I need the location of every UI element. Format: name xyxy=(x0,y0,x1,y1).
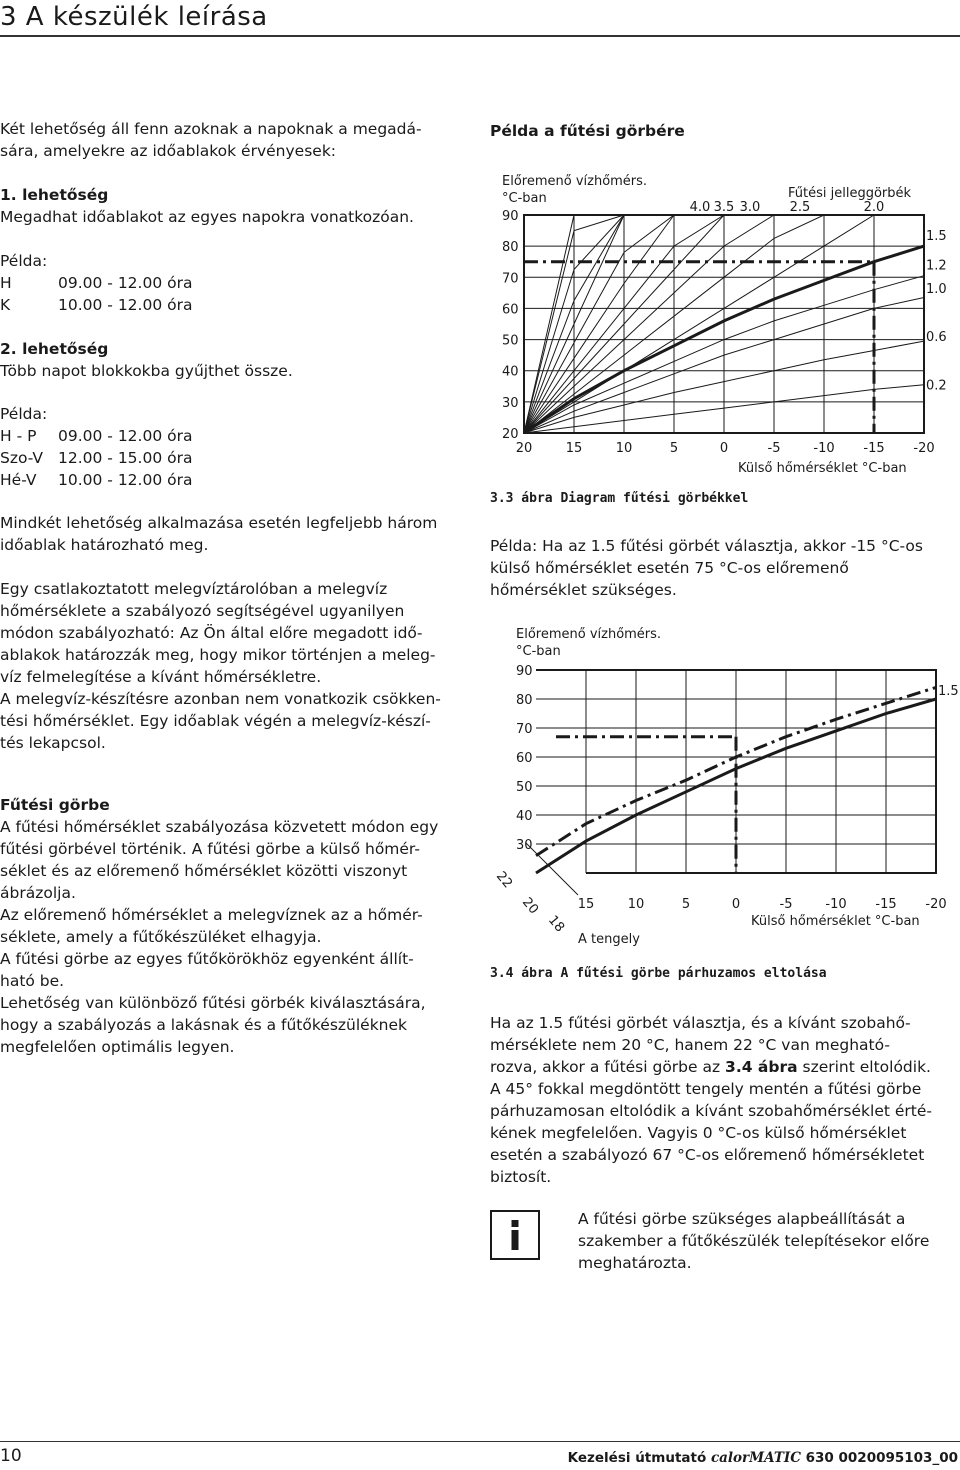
info-text: A fűtési görbe szükséges alapbeállítását a szakember a fűtőkészülék telepítésekor előre meghatározta. xyxy=(578,1210,930,1272)
chart1-xtick: -10 xyxy=(813,441,835,456)
shift-paragraph: Ha az 1.5 fűtési görbét választja, és a kívánt szobahő- mérséklete nem 20 °C, hanem 22 °C van megható- rozva, akkor a fűtési görbe az 3.4 ábra szerint eltolódik. A 45° fokkal megdöntött tengely mentén a fűtési görbe párhuzamosan eltolódik a kívánt szobahőmérséklet érté- kének megfelelően. Vagyis 0 °C-os külső hőmérséklet esetén a szabályozó 67 °C-os előremenő hőmérsékletet biztosít. xyxy=(490,1012,960,1188)
chart2-axis-label: A tengely xyxy=(578,932,640,947)
hot-water-paragraph: Egy csatlakoztatott melegvíztárolóban a melegvíz hőmérséklete a szabályozó segítségével ugyanilyen módon szabályozható: Az Ön által előre megadott idő- ablakok határozzák meg, hogy mikor történjen a meleg- víz felmelegítése a kívánt hőmérsékletre. A melegvíz-készítésre azonban nem vonatkozik csökken- tési hőmérséklet. Egy időablak végén a melegvíz-készí- tés lekapcsol. xyxy=(0,580,441,752)
chart1-xlabel: Külső hőmérséklet °C-ban xyxy=(738,461,907,476)
chart2-ytick: 60 xyxy=(516,751,533,766)
chart1-series-extra xyxy=(524,215,674,433)
chart1-xtick: 20 xyxy=(515,441,533,456)
heating-curves-chart xyxy=(488,155,960,485)
chart1-top-label-2-0: 2.0 xyxy=(863,200,885,215)
chart2-xtick: -10 xyxy=(825,897,847,912)
chart1-xtick: 5 xyxy=(669,441,679,456)
schedule-row: H - P 09.00 - 12.00 óra xyxy=(0,427,193,445)
schedule-row: K 10.00 - 12.00 óra xyxy=(0,296,193,314)
option2-text: Több napot blokkokba gyűjthet össze. xyxy=(0,362,293,380)
chart2-xtick: 10 xyxy=(627,897,645,912)
chart1-top-label-3-0: 3.0 xyxy=(739,200,761,215)
chart1-ylabel-line2: °C-ban xyxy=(502,191,547,206)
example-text: Példa: Ha az 1.5 fűtési görbét választja, akkor -15 °C-os külső hőmérséklet esetén 75 °C-os előremenő hőmérséklet szükséges. xyxy=(490,537,923,599)
option1-schedule xyxy=(0,272,192,316)
chart1-xtick: 0 xyxy=(719,441,729,456)
option1-title: 1. lehetőség xyxy=(0,186,109,204)
chart2-grid xyxy=(526,670,936,895)
chart1-series-extra xyxy=(524,215,674,433)
chart1-ytick: 50 xyxy=(502,333,519,349)
intro-text: Két lehetőség áll fenn azoknak a napoknak a megadá- sára, amelyekre az időablakok érvényesek: xyxy=(0,120,422,160)
chart2-ytick: 90 xyxy=(516,664,533,679)
chart2-xtick: 0 xyxy=(731,897,741,912)
chart2-ytick: 70 xyxy=(516,722,533,737)
chart1-ytick: 90 xyxy=(502,209,519,224)
chart1-ytick: 70 xyxy=(502,271,519,287)
both-options-text: Mindkét lehetőség alkalmazása esetén legfeljebb három időablak határozható meg. xyxy=(0,514,438,554)
option1-text: Megadhat időablakot az egyes napokra vonatkozóan. xyxy=(0,208,414,226)
page-number: 10 xyxy=(0,1446,22,1466)
schedule-row: Hé-V 10.00 - 12.00 óra xyxy=(0,471,193,489)
chart1-xtick: 15 xyxy=(565,441,583,456)
document-title: Kezelési útmutató calorMATIC 630 0020095103_00 xyxy=(567,1450,958,1466)
chart1-top-label-3-5: 3.5 xyxy=(713,200,735,215)
chart1-xtick: -20 xyxy=(913,441,935,456)
heating-curve-heading: Fűtési görbe xyxy=(0,796,110,814)
option2-example-label: Példa: xyxy=(0,405,48,423)
chart2-axis-tick-22: 22 xyxy=(492,868,516,892)
chart1-ylabel-line1: Előremenő vízhőmérs. xyxy=(502,174,648,189)
option2-schedule xyxy=(0,425,192,491)
chart1-xtick: -15 xyxy=(863,441,885,456)
chart1-ytick: 40 xyxy=(502,364,519,380)
option1-example-label: Példa: xyxy=(0,252,48,270)
chart2-ylabel-line1: Előremenő vízhőmérs. xyxy=(516,627,662,642)
chart1-series-extra xyxy=(524,215,674,433)
curve-shift-chart xyxy=(488,620,960,960)
chart2-labels xyxy=(493,664,959,935)
chart2-curve-label: 1.5 xyxy=(938,684,959,699)
chart2-xtick: -15 xyxy=(875,897,897,912)
heating-curve-paragraph: A fűtési hőmérséklet szabályozása közvetett módon egy fűtési görbével történik. A fűtési görbe a külső hőmér- séklet és az előremenő hőmérséklet közötti viszonyt ábrázolja. Az előremenő hőmérséklet a melegvíznek az a hőmér- séklete, amely a fűtőkészüléket elhagyja. A fűtési görbe az egyes fűtőkörökhöz egyenként állít- ható be. Lehetőség van különböző fűtési görbék kiválasztására, hogy a szabályozás a lakásnak és a fűtőkészüléknek megfelelően optimális legyen. xyxy=(0,818,439,1056)
chart1-title: Fűtési jelleggörbék xyxy=(788,186,912,201)
example-title: Példa a fűtési görbére xyxy=(490,122,685,140)
chart1-right-label-1-0: 1.0 xyxy=(926,281,947,297)
chart2-ytick: 40 xyxy=(516,809,533,824)
chart1-ytick: 20 xyxy=(502,427,519,442)
chart2-ytick: 80 xyxy=(516,693,533,708)
schedule-row: Szo-V 12.00 - 15.00 óra xyxy=(0,449,193,467)
chart2-axis-tick-18: 18 xyxy=(544,912,568,936)
chart1-top-label-2-5: 2.5 xyxy=(789,200,811,215)
info-icon xyxy=(490,1210,540,1260)
chart1-right-label-0-2: 0.2 xyxy=(926,378,947,394)
figure2-caption: 3.4 ábra A fűtési görbe párhuzamos eltolása xyxy=(490,966,827,981)
chart1-ytick: 60 xyxy=(502,302,519,318)
footer-rule xyxy=(0,1441,960,1442)
figure1-caption: 3.3 ábra Diagram fűtési görbékkel xyxy=(490,491,749,506)
chart2-axis-tick-20: 20 xyxy=(518,894,542,918)
chart1-ytick: 80 xyxy=(502,240,519,256)
chart2-xtick: -20 xyxy=(925,897,947,912)
chart2-ytick: 30 xyxy=(516,838,533,853)
chart2-xlabel: Külső hőmérséklet °C-ban xyxy=(751,914,920,929)
chart1-top-label-4-0: 4.0 xyxy=(689,200,711,215)
chart1-right-label-1-2: 1.2 xyxy=(926,258,947,274)
chart1-xtick: -5 xyxy=(767,441,781,456)
page-title: 3 A készülék leírása xyxy=(0,2,268,32)
chart2-ytick: 50 xyxy=(516,780,533,795)
chart1-ytick: 30 xyxy=(502,395,519,411)
option2-title: 2. lehetőség xyxy=(0,340,109,358)
chart2-xtick: 5 xyxy=(681,897,691,912)
shift-line-3: rozva, akkor a fűtési görbe az 3.4 ábra szerint eltolódik. xyxy=(490,1058,931,1076)
header-rule xyxy=(0,35,960,37)
chart1-right-label-1-5: 1.5 xyxy=(926,228,947,244)
chart2-xtick: -5 xyxy=(779,897,793,912)
chart2-ylabel-line2: °C-ban xyxy=(516,644,561,659)
schedule-row: H 09.00 - 12.00 óra xyxy=(0,274,193,292)
chart2-xtick: 15 xyxy=(577,897,595,912)
chart1-right-label-0-6: 0.6 xyxy=(926,330,947,346)
chart1-xtick: 10 xyxy=(615,441,633,456)
